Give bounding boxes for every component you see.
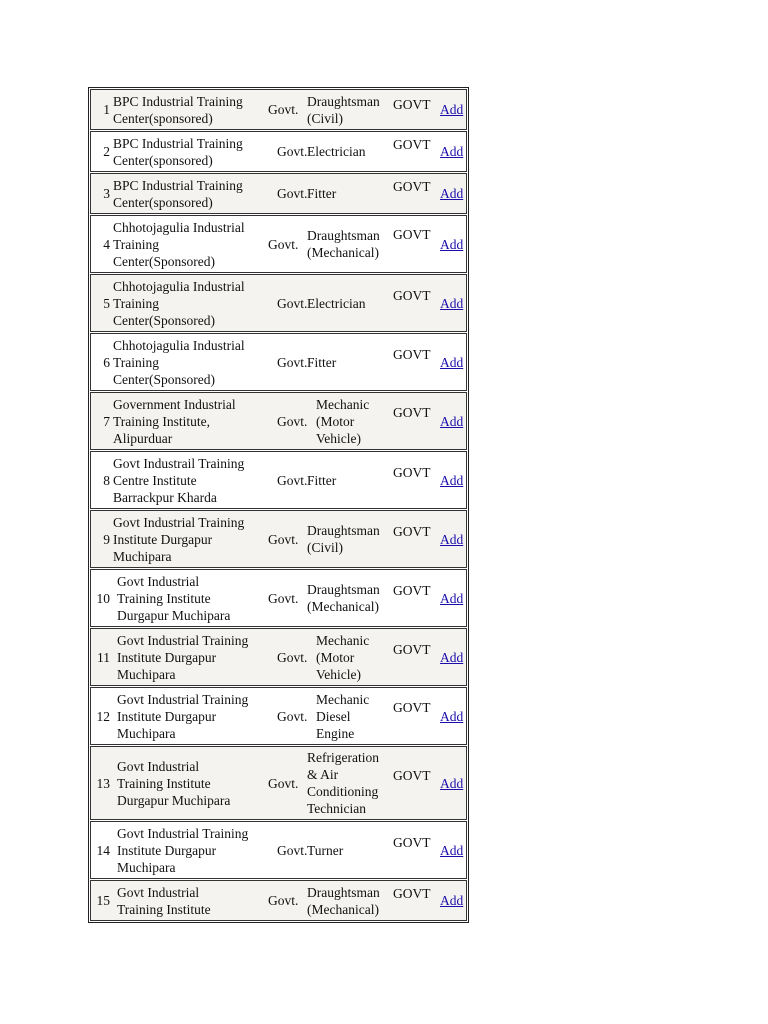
add-cell (440, 132, 470, 171)
row-number (91, 393, 110, 449)
trade-name-text: Draughtsman (Civil) (307, 523, 380, 555)
add-link[interactable]: Add (440, 102, 464, 117)
govt-label (393, 511, 441, 567)
table-row (90, 510, 467, 568)
add-link[interactable]: Add (440, 531, 464, 547)
row-number (91, 216, 110, 272)
add-link[interactable]: Add (440, 354, 464, 370)
add-cell (440, 881, 470, 920)
govt-label-text: GOVT (393, 405, 431, 420)
row-number (91, 629, 110, 685)
institute-type (268, 570, 306, 626)
table-row (90, 333, 467, 391)
institute-type-text: Govt. (268, 531, 299, 547)
table-row (90, 880, 467, 921)
institute-name-text: BPC Industrial Training Center(sponsored) (113, 177, 243, 210)
row-number (91, 275, 110, 331)
institute-name (113, 334, 269, 390)
institute-name-text: Govt Industrial Training Institute Durgapur Muchipara (117, 825, 249, 875)
add-link[interactable]: Add (440, 893, 464, 908)
table-row (90, 451, 467, 509)
govt-label (393, 881, 441, 920)
row-number (91, 822, 110, 878)
trade-name (307, 570, 397, 626)
row-number-text: 12 (96, 708, 110, 724)
institute-type-text: Govt. (277, 708, 308, 724)
govt-label (393, 132, 441, 171)
row-number (91, 132, 110, 171)
institute-name (113, 132, 269, 171)
institute-type (277, 688, 315, 744)
institute-name-text: Govt Industrial Training Institute Durgapur Muchipara (117, 632, 249, 682)
institute-name (113, 393, 269, 449)
row-number-text: 2 (103, 144, 110, 159)
institute-type-text: Govt. (268, 102, 299, 117)
institute-type-text: Govt. (277, 144, 308, 159)
institute-name-text: Govt Industrial Training Institute Durgapur Muchipara (117, 573, 231, 623)
institute-name (117, 881, 267, 920)
add-cell (440, 275, 470, 331)
trade-name (307, 216, 397, 272)
add-cell (440, 393, 470, 449)
institute-name-text: Chhotojagulia Industrial Training Center(Sponsored) (113, 337, 245, 387)
row-number (91, 452, 110, 508)
institute-name-text: Govt Industrial Training Institute Durgapur Muchipara (113, 514, 245, 564)
trade-name (307, 511, 397, 567)
add-link[interactable]: Add (440, 144, 464, 159)
trade-name (307, 452, 397, 508)
row-number (91, 881, 110, 920)
row-number-text: 1 (103, 102, 110, 117)
govt-label (393, 216, 441, 272)
institute-type-text: Govt. (277, 354, 308, 370)
govt-label-text: GOVT (393, 288, 431, 303)
add-cell (440, 90, 470, 129)
institute-type (277, 629, 315, 685)
govt-label-text: GOVT (393, 524, 431, 539)
govt-label-text: GOVT (393, 583, 431, 598)
add-link[interactable]: Add (440, 413, 464, 429)
trade-name-text: Draughtsman (Mechanical) (307, 582, 380, 614)
table-row (90, 392, 467, 450)
add-cell (440, 216, 470, 272)
institute-name (117, 570, 267, 626)
trade-name (307, 822, 397, 878)
govt-label (393, 452, 441, 508)
institute-type (268, 881, 306, 920)
govt-label-text: GOVT (393, 465, 431, 480)
trade-name-text: Fitter (307, 186, 337, 201)
add-cell (440, 452, 470, 508)
row-number-text: 5 (103, 295, 110, 311)
trade-name-text: Mechanic (Motor Vehicle) (316, 632, 370, 682)
trade-name (307, 275, 397, 331)
govt-label (393, 393, 441, 449)
govt-label-text: GOVT (393, 768, 431, 783)
govt-label (393, 334, 441, 390)
institute-name (113, 174, 269, 213)
govt-label (393, 747, 441, 819)
govt-label (393, 688, 441, 744)
govt-label (393, 822, 441, 878)
institute-type (268, 511, 306, 567)
add-link[interactable]: Add (440, 236, 464, 252)
row-number (91, 688, 110, 744)
table-row (90, 821, 467, 879)
govt-label (393, 275, 441, 331)
trade-name (307, 90, 397, 129)
institute-name-text: BPC Industrial Training Center(sponsored) (113, 135, 243, 168)
row-number (91, 747, 110, 819)
institute-name-text: Chhotojagulia Industrial Training Center(Sponsored) (113, 278, 245, 328)
institute-name-text: BPC Industrial Training Center(sponsored) (113, 93, 243, 126)
add-link[interactable]: Add (440, 472, 464, 488)
institute-name (113, 90, 269, 129)
trade-name-text: Fitter (307, 472, 337, 488)
trade-name-text: Refrigeration & Air Conditioning Technician (307, 750, 379, 816)
institute-name (113, 216, 269, 272)
row-number-text: 9 (103, 531, 110, 547)
add-link[interactable]: Add (440, 186, 464, 201)
table-row (90, 687, 467, 745)
govt-label-text: GOVT (393, 886, 431, 901)
table-row (90, 131, 467, 172)
institute-name-text: Govt Industrial Training Institute Durgapur Muchipara (117, 691, 249, 741)
trade-name (307, 881, 397, 920)
institute-type (268, 747, 306, 819)
govt-label-text: GOVT (393, 835, 431, 850)
add-cell (440, 174, 470, 213)
institute-name (113, 275, 269, 331)
row-number (91, 334, 110, 390)
govt-label (393, 174, 441, 213)
row-number-text: 7 (103, 413, 110, 429)
add-link[interactable]: Add (440, 590, 464, 606)
govt-label-text: GOVT (393, 137, 431, 152)
institute-name (117, 688, 267, 744)
institute-name-text: Govt Industrial Training Institute (117, 884, 211, 917)
table-row (90, 628, 467, 686)
add-link[interactable]: Add (440, 295, 464, 311)
trade-name-text: Fitter (307, 354, 337, 370)
add-link[interactable]: Add (440, 708, 464, 724)
row-number-text: 6 (103, 354, 110, 370)
trade-name-text: Mechanic Diesel Engine (316, 691, 370, 741)
institute-name-text: Govt Industrial Training Institute Durgapur Muchipara (117, 758, 231, 808)
institute-name (113, 452, 269, 508)
institute-name (117, 629, 267, 685)
institute-name (113, 511, 269, 567)
institute-name-text: Chhotojagulia Industrial Training Center(Sponsored) (113, 219, 245, 269)
row-number-text: 3 (103, 186, 110, 201)
add-cell (440, 511, 470, 567)
institute-type-text: Govt. (268, 775, 299, 791)
trade-name (307, 174, 397, 213)
trade-name-text: Draughtsman (Mechanical) (307, 884, 380, 917)
row-number-text: 15 (96, 893, 110, 908)
institute-type-text: Govt. (277, 413, 308, 429)
institute-type-text: Govt. (277, 295, 308, 311)
table-row (90, 274, 467, 332)
trade-name (307, 747, 397, 819)
row-number-text: 14 (96, 842, 110, 858)
institute-name-text: Govt Industrail Training Centre Institute Barrackpur Kharda (113, 455, 245, 505)
row-number (91, 90, 110, 129)
govt-label (393, 629, 441, 685)
add-cell (440, 629, 470, 685)
institute-type-text: Govt. (277, 649, 308, 665)
govt-label-text: GOVT (393, 347, 431, 362)
table-row (90, 569, 467, 627)
institute-name (117, 822, 267, 878)
row-number-text: 4 (103, 236, 110, 252)
row-number (91, 511, 110, 567)
trade-name-text: Draughtsman (Mechanical) (307, 228, 380, 260)
row-number (91, 174, 110, 213)
table-row (90, 746, 467, 820)
row-number-text: 8 (103, 472, 110, 488)
institute-type-text: Govt. (268, 590, 299, 606)
add-cell (440, 334, 470, 390)
add-cell (440, 688, 470, 744)
add-link[interactable]: Add (440, 649, 464, 665)
govt-label-text: GOVT (393, 97, 431, 112)
table-row (90, 215, 467, 273)
row-number-text: 10 (96, 590, 110, 606)
institute-name (117, 747, 267, 819)
institute-type-text: Govt. (277, 186, 308, 201)
institute-type-text: Govt. (277, 842, 308, 858)
trade-name (307, 132, 397, 171)
institute-type-text: Govt. (268, 236, 299, 252)
trade-name-text: Mechanic (Motor Vehicle) (316, 396, 370, 446)
trade-name-text: Electrician (307, 295, 366, 311)
trade-name-text: Draughtsman (Civil) (307, 93, 380, 126)
add-cell (440, 747, 470, 819)
add-cell (440, 822, 470, 878)
govt-label-text: GOVT (393, 179, 431, 194)
row-number-text: 13 (96, 775, 110, 791)
add-link[interactable]: Add (440, 842, 464, 858)
trade-name (307, 334, 397, 390)
institute-type (268, 90, 306, 129)
row-number-text: 11 (97, 649, 110, 665)
trade-name-text: Electrician (307, 144, 366, 159)
govt-label-text: GOVT (393, 227, 431, 242)
govt-label (393, 570, 441, 626)
trade-name-text: Turner (307, 842, 344, 858)
add-link[interactable]: Add (440, 775, 464, 791)
row-number (91, 570, 110, 626)
institute-type-text: Govt. (268, 893, 299, 908)
institute-name-text: Government Industrial Training Institute, Alipurduar (113, 396, 236, 446)
table-row (90, 173, 467, 214)
add-cell (440, 570, 470, 626)
govt-label (393, 90, 441, 129)
govt-label-text: GOVT (393, 642, 431, 657)
table-row (90, 89, 467, 130)
institute-table (88, 87, 469, 923)
govt-label-text: GOVT (393, 700, 431, 715)
institute-type (268, 216, 306, 272)
institute-type (277, 393, 315, 449)
institute-type-text: Govt. (277, 472, 308, 488)
